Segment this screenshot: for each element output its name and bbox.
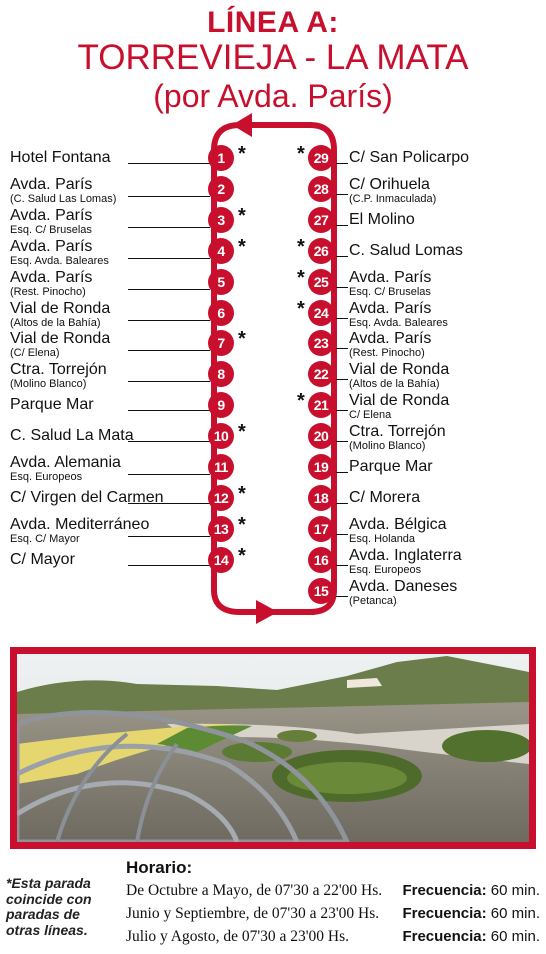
stop-number-badge: 5 [208, 269, 234, 295]
stop-number-badge: 24 [308, 300, 334, 326]
stop-26 [0, 235, 546, 268]
stop-22 [0, 361, 546, 391]
schedule-frequency [402, 928, 540, 945]
photo-frame [10, 647, 536, 849]
stop-number-badge: 28 [308, 176, 334, 202]
stop-number-badge: 10 [208, 423, 234, 449]
connection-star: * [238, 544, 246, 567]
stop-17 [0, 513, 546, 546]
connection-star: * [238, 482, 246, 505]
stop-19 [0, 454, 546, 484]
leader-line [336, 472, 348, 473]
stop-number-badge: 9 [208, 392, 234, 418]
connection-star: * [297, 297, 305, 320]
stop-name: C. Salud Lomas [349, 241, 463, 259]
stop-name: Ctra. Torrejón [10, 361, 107, 379]
stop-subtitle: Esq. Holanda [349, 532, 416, 545]
connection-star: * [297, 143, 305, 165]
schedule-heading: Horario: [126, 858, 193, 877]
stop-name: Avda. Inglaterra [349, 546, 462, 564]
frequency-label: Frecuencia: [402, 928, 487, 945]
stop-name: Parque Mar [349, 458, 433, 475]
stop-subtitle: (Rest. Pinocho) [349, 347, 425, 360]
leader-line [336, 379, 348, 380]
stop-number-badge: 3 [208, 207, 234, 233]
arrow-left-icon [232, 113, 252, 137]
stop-number-badge: 29 [308, 145, 334, 171]
stop-name: Avda. París [349, 330, 432, 348]
leader-line [336, 503, 348, 504]
frequency-value: 60 min. [486, 928, 540, 945]
stop-number-badge: 11 [208, 454, 234, 480]
stop-subtitle: C/ Elena [349, 409, 392, 422]
stop-subtitle: Esq. C/ Mayor [10, 532, 80, 545]
stop-27 [0, 204, 546, 237]
stop-number-badge: 26 [308, 238, 334, 264]
stop-number-badge: 14 [208, 547, 234, 573]
frequency-label: Frecuencia: [402, 905, 487, 922]
stop-name: Vial de Ronda [10, 299, 111, 317]
stop-subtitle: (Rest. Pinocho) [10, 285, 86, 298]
stop-number-badge: 1 [208, 145, 234, 171]
stop-number-badge: 23 [308, 330, 334, 356]
stop-name: C/ Morera [349, 488, 421, 506]
leader-line [336, 225, 348, 226]
frequency-value: 60 min. [486, 905, 540, 922]
stop-name: Vial de Ronda [10, 330, 111, 348]
schedule [126, 858, 544, 951]
route-via: (por Avda. París) [153, 78, 393, 114]
schedule-rows [126, 882, 544, 951]
stop-18 [0, 482, 546, 515]
stop-number-badge: 2 [208, 176, 234, 202]
stop-number-badge: 25 [308, 269, 334, 295]
stop-name: C. Salud La Mata [10, 427, 134, 445]
stop-number-badge: 17 [308, 516, 334, 542]
schedule-frequency [402, 882, 540, 899]
stop-name: Vial de Ronda [349, 392, 450, 410]
connection-star: * [297, 266, 305, 289]
stop-number-badge: 4 [208, 238, 234, 264]
stop-name: C/ Virgen del Carmen [10, 488, 164, 506]
stop-number-badge: 16 [308, 547, 334, 573]
stop-name: Avda. París [10, 237, 93, 255]
leader-line [336, 596, 348, 597]
leader-line [336, 534, 348, 535]
leader-line [336, 441, 348, 442]
stop-number-badge: 12 [208, 485, 234, 511]
stop-subtitle: (C. Salud Las Lomas) [10, 192, 117, 205]
stop-subtitle: Esq. C/ Bruselas [10, 223, 92, 236]
schedule-period: Julio y Agosto, de 07'30 a 23'00 Hs. [126, 928, 350, 945]
stop-16 [0, 544, 546, 577]
stop-subtitle: (Petanca) [349, 594, 397, 607]
stop-subtitle: Esq. C/ Bruselas [349, 285, 431, 298]
leader-line [336, 287, 348, 288]
stop-28 [0, 176, 546, 206]
stop-name: Avda. París [10, 206, 93, 224]
stop-subtitle: Esq. Europeos [349, 563, 422, 576]
stop-number-badge: 6 [208, 300, 234, 326]
stop-subtitle: (Molino Blanco) [10, 378, 87, 391]
stop-subtitle: (Altos de la Bahía) [349, 378, 440, 391]
leader-line [336, 163, 348, 164]
stop-number-badge: 19 [308, 454, 334, 480]
connection-star: * [297, 235, 305, 258]
stop-subtitle: Esq. Europeos [10, 471, 83, 483]
stop-number-badge: 21 [308, 392, 334, 418]
schedule-row [126, 905, 544, 928]
connection-star: * [238, 143, 246, 165]
stop-number-badge: 15 [308, 578, 334, 604]
connection-star: * [238, 421, 246, 444]
stop-name: El Molino [349, 210, 415, 228]
connection-star: * [297, 390, 305, 413]
stop-21 [0, 392, 546, 422]
stop-name: Avda. Alemania [10, 454, 121, 471]
stop-name: Avda. Mediterráneo [10, 515, 150, 533]
frequency-value: 60 min. [486, 882, 540, 899]
stop-name: Vial de Ronda [349, 361, 450, 379]
schedule-row [126, 928, 544, 951]
stop-subtitle: Esq. Avda. Baleares [349, 316, 448, 329]
stop-23 [0, 330, 546, 360]
leader-line [336, 348, 348, 349]
stop-name: Avda. París [10, 268, 93, 286]
stop-subtitle: (Altos de la Bahía) [10, 316, 101, 329]
stop-name: Parque Mar [10, 396, 94, 414]
leader-line [336, 565, 348, 566]
stop-29 [0, 145, 546, 175]
stop-name: Hotel Fontana [10, 149, 111, 166]
stop-name: C/ Mayor [10, 550, 75, 568]
stop-subtitle: (Molino Blanco) [349, 440, 426, 453]
stop-name: Avda. París [349, 268, 432, 286]
stop-number-badge: 27 [308, 207, 334, 233]
shared-stop-note: *Esta parada coincide con paradas de otras líneas. [6, 875, 92, 938]
leader-line [336, 410, 348, 411]
stop-name: Avda. París [10, 175, 93, 193]
stop-number-badge: 8 [208, 361, 234, 387]
route-title: TORREVIEJA - LA MATA [77, 38, 469, 77]
stop-number-badge: 22 [308, 361, 334, 387]
stop-name: Ctra. Torrejón [349, 423, 446, 441]
stop-name: Avda. Bélgica [349, 515, 447, 533]
stop-subtitle: Esq. Avda. Baleares [10, 254, 109, 267]
park-photo [17, 654, 529, 842]
stop-name: C/ San Policarpo [349, 149, 470, 166]
stop-number-badge: 20 [308, 423, 334, 449]
stop-number-badge: 18 [308, 485, 334, 511]
line-title: LÍNEA A: [207, 6, 339, 39]
connection-star: * [238, 328, 246, 351]
schedule-period: Junio y Septiembre, de 07'30 a 23'00 Hs. [126, 905, 380, 922]
schedule-row [126, 882, 544, 905]
stop-name: Avda. Daneses [349, 577, 458, 595]
leader-line [336, 318, 348, 319]
frequency-label: Frecuencia: [402, 882, 487, 899]
leader-line [336, 194, 348, 195]
connection-star: * [238, 513, 246, 536]
stop-number-badge: 13 [208, 516, 234, 542]
stop-name: C/ Orihuela [349, 175, 430, 193]
stop-15 [0, 578, 546, 608]
leader-line [336, 256, 348, 257]
connection-star: * [238, 204, 246, 227]
stop-name: Avda. París [349, 299, 432, 317]
stop-subtitle: (C.P. Inmaculada) [349, 192, 437, 205]
schedule-frequency [402, 905, 540, 922]
stop-25 [0, 266, 546, 299]
stop-20 [0, 423, 546, 453]
schedule-period: De Octubre a Mayo, de 07'30 a 22'00 Hs. [126, 882, 383, 899]
stop-number-badge: 7 [208, 330, 234, 356]
stop-subtitle: (C/ Elena) [10, 347, 60, 360]
connection-star: * [238, 235, 246, 258]
stop-24 [0, 297, 546, 330]
